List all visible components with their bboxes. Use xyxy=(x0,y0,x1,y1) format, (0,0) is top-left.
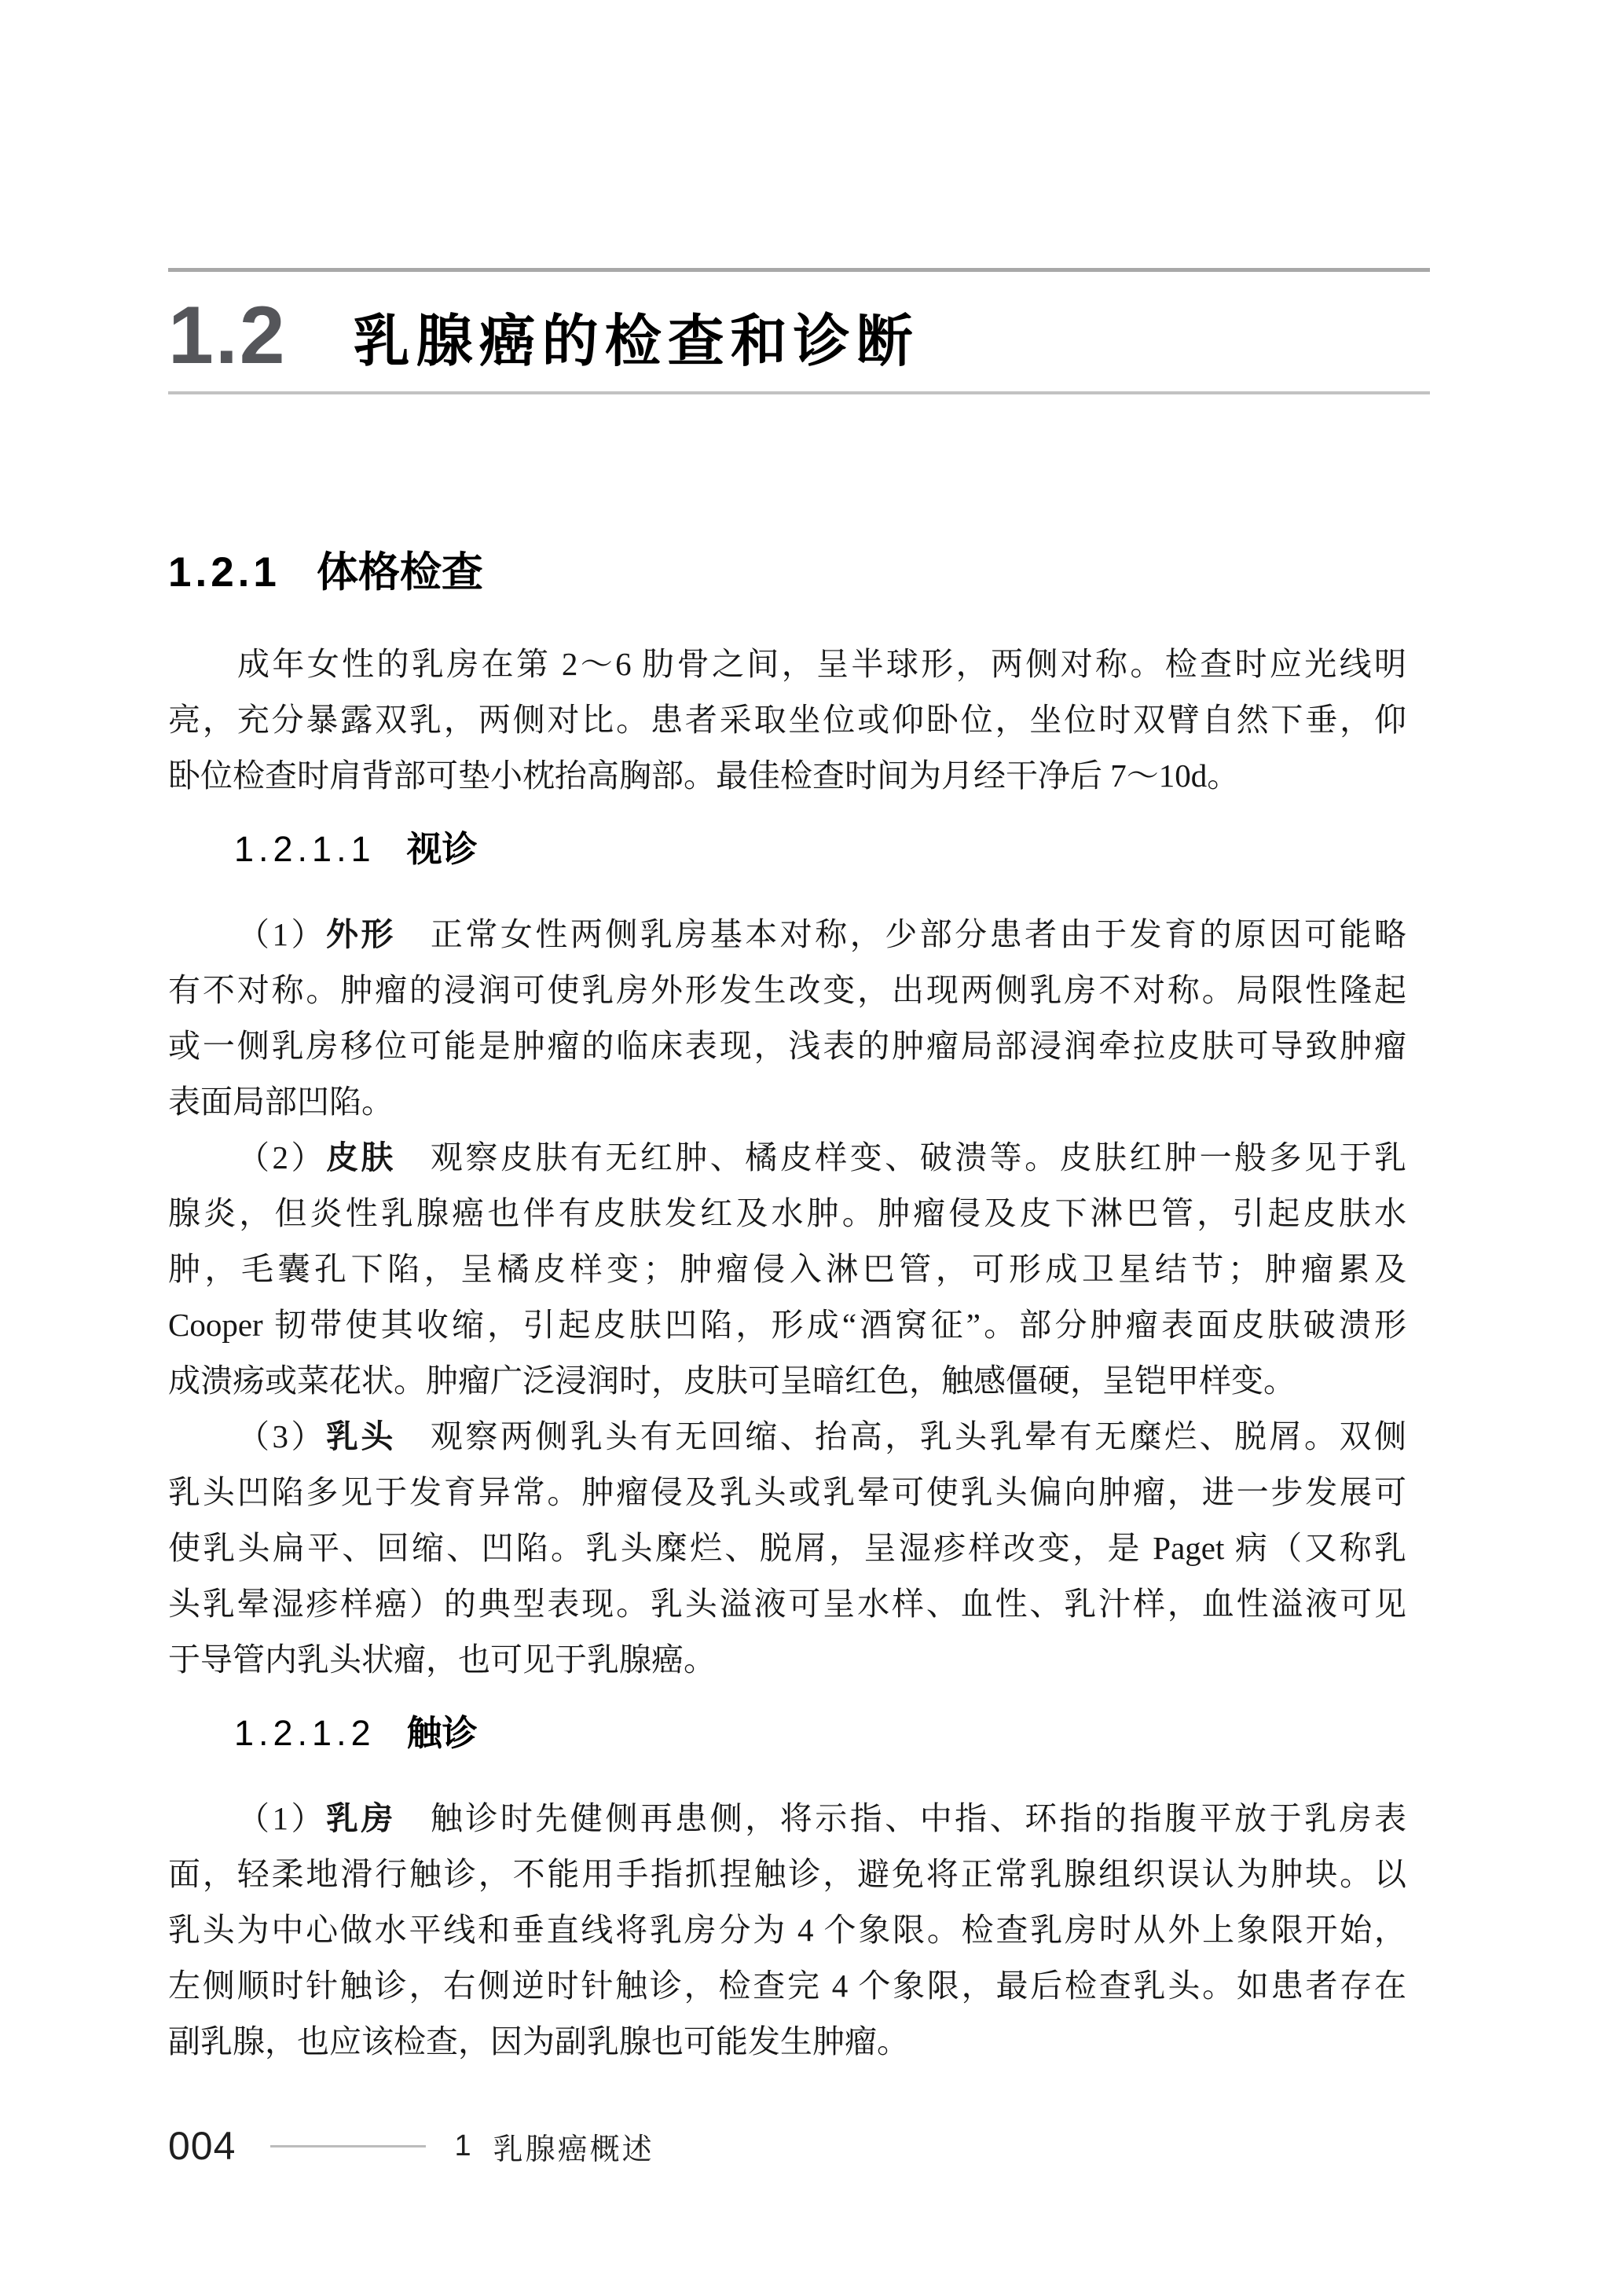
body-line: 卧位检查时肩背部可垫小枕抬高胸部。最佳检查时间为月经干净后 7～10d。 xyxy=(168,757,1240,794)
body-line: 头乳晕湿疹样癌）的典型表现。乳头溢液可呈水样、血性、乳汁样，血性溢液可见 xyxy=(168,1586,1406,1622)
list-marker: （2） xyxy=(237,1139,326,1176)
body-line: 肿，毛囊孔下陷，呈橘皮样变；肿瘤侵入淋巴管，可形成卫星结节；肿瘤累及 xyxy=(168,1251,1406,1287)
body-line: （2）皮肤 观察皮肤有无红肿、橘皮样变、破溃等。皮肤红肿一般多见于乳 xyxy=(237,1139,1406,1176)
paragraph xyxy=(168,1409,1406,1688)
section-heading xyxy=(168,550,1406,596)
body-line: 左侧顺时针触诊，右侧逆时针触诊，检查完 4 个象限，最后检查乳头。如患者存在 xyxy=(168,1968,1406,2004)
paragraph xyxy=(168,1130,1406,1409)
heading-number: 1.2.1 xyxy=(168,549,280,596)
body-line: 使乳头扁平、回缩、凹陷。乳头糜烂、脱屑，呈湿疹样改变，是 Paget 病（又称乳 xyxy=(168,1530,1406,1566)
body-line: 成年女性的乳房在第 2～6 肋骨之间，呈半球形，两侧对称。检查时应光线明 xyxy=(237,646,1406,682)
body-line: 或一侧乳房移位可能是肿瘤的临床表现，浅表的肿瘤局部浸润牵拉皮肤可导致肿瘤 xyxy=(168,1028,1406,1064)
section-heading xyxy=(234,1714,1406,1753)
list-marker: （3） xyxy=(237,1418,326,1454)
list-marker: （1） xyxy=(237,1800,326,1836)
body-line: （1）乳房 触诊时先健侧再患侧，将示指、中指、环指的指腹平放于乳房表 xyxy=(237,1800,1406,1836)
run-in-label: 外形 xyxy=(325,916,396,952)
document-body xyxy=(168,550,1406,2070)
paragraph xyxy=(168,907,1406,1130)
heading-number: 1.2.1.1 xyxy=(234,829,376,869)
heading-title: 体格检查 xyxy=(316,549,483,596)
body-line: 副乳腺，也应该检查，因为副乳腺也可能发生肿瘤。 xyxy=(168,2023,909,2059)
body-line: 面，轻柔地滑行触诊，不能用手指抓捏触诊，避免将正常乳腺组织误认为肿块。以 xyxy=(168,1856,1406,1892)
heading-title: 触诊 xyxy=(406,1713,478,1753)
chapter-number: 1 xyxy=(454,2129,471,2162)
body-line: 于导管内乳头状瘤，也可见于乳腺癌。 xyxy=(168,1641,716,1678)
chapter-title: 乳腺癌概述 xyxy=(493,2133,654,2166)
body-line: 成溃疡或菜花状。肿瘤广泛浸润时，皮肤可呈暗红色，触感僵硬，呈铠甲样变。 xyxy=(168,1363,1296,1399)
page-footer xyxy=(168,2123,654,2169)
body-line: Cooper 韧带使其收缩，引起皮肤凹陷，形成“酒窝征”。部分肿瘤表面皮肤破溃形 xyxy=(168,1307,1406,1343)
body-line: 亮，充分暴露双乳，两侧对比。患者采取坐位或仰卧位，坐位时双臂自然下垂，仰 xyxy=(168,702,1406,738)
body-line: 乳头为中心做水平线和垂直线将乳房分为 4 个象限。检查乳房时从外上象限开始， xyxy=(168,1912,1406,1948)
body-line: 表面局部凹陷。 xyxy=(168,1084,394,1120)
body-line: 乳头凹陷多见于发育异常。肿瘤侵及乳头或乳晕可使乳头偏向肿瘤，进一步发展可 xyxy=(168,1474,1406,1510)
body-line: （1）外形 正常女性两侧乳房基本对称，少部分患者由于发育的原因可能略 xyxy=(237,916,1406,952)
heading-number: 1.2.1.2 xyxy=(234,1713,376,1753)
page-number: 004 xyxy=(168,2124,236,2168)
body-line: （3）乳头 观察两侧乳头有无回缩、抬高，乳头乳晕有无糜烂、脱屑。双侧 xyxy=(237,1418,1406,1454)
footer-rule xyxy=(270,2145,426,2147)
section-number: 1.2 xyxy=(168,289,287,381)
header-rule-bottom xyxy=(168,391,1430,394)
section-heading xyxy=(234,830,1406,869)
list-marker: （1） xyxy=(237,916,326,952)
paragraph xyxy=(168,1791,1406,2070)
body-line: 有不对称。肿瘤的浸润可使乳房外形发生改变，出现两侧乳房不对称。局限性隆起 xyxy=(168,972,1406,1008)
body-line: 腺炎，但炎性乳腺癌也伴有皮肤发红及水肿。肿瘤侵及皮下淋巴管，引起皮肤水 xyxy=(168,1195,1406,1231)
section-title: 乳腺癌的检查和诊断 xyxy=(353,310,919,373)
run-in-label: 皮肤 xyxy=(325,1139,396,1176)
paragraph xyxy=(168,636,1406,804)
run-in-label: 乳房 xyxy=(325,1800,396,1836)
chapter-section-header xyxy=(168,272,1430,391)
heading-title: 视诊 xyxy=(406,829,478,869)
run-in-label: 乳头 xyxy=(325,1418,396,1454)
